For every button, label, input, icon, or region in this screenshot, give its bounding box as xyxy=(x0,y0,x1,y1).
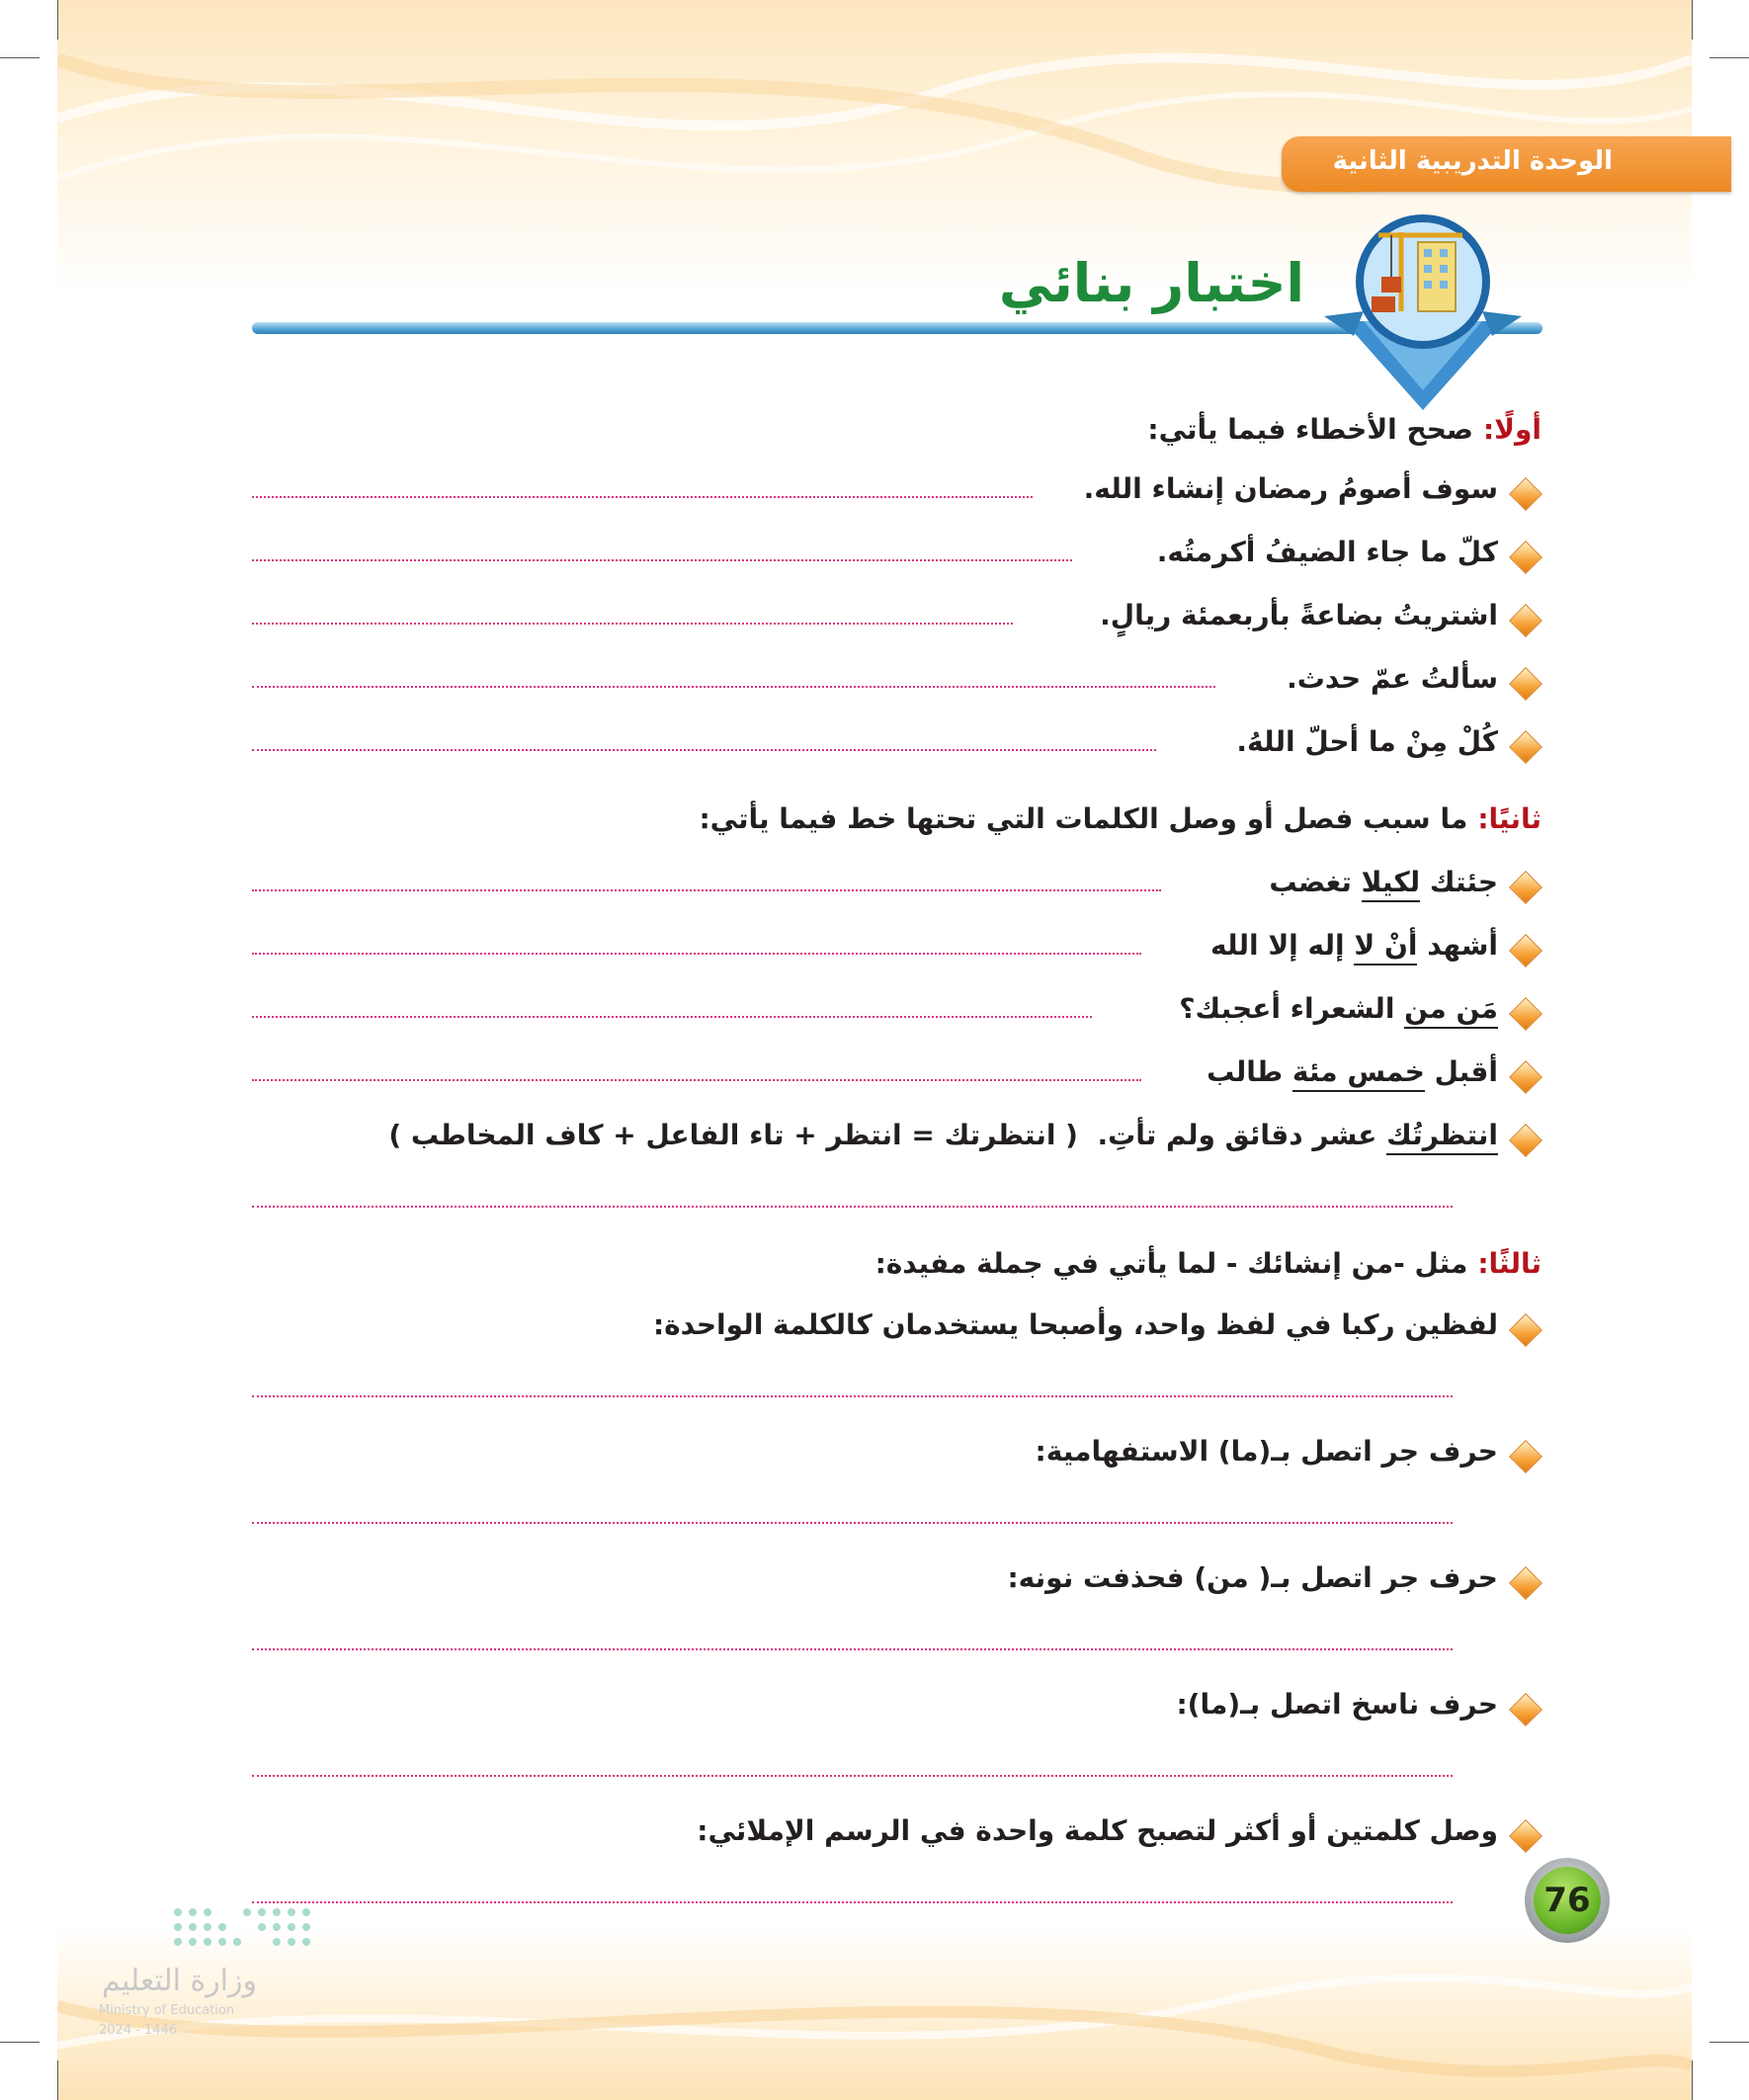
answer-line[interactable] xyxy=(252,749,1156,751)
diamond-bullet-icon xyxy=(1509,541,1542,574)
ministry-name-arabic: وزارة التعليم xyxy=(101,1964,257,1998)
section-2-label: ثانيًا: xyxy=(1477,802,1541,835)
page-number: 76 xyxy=(1534,1867,1601,1934)
item-text: مَن من الشعراء أعجبك؟ xyxy=(1179,992,1498,1025)
crop-mark xyxy=(57,2060,58,2100)
edition-year: 2024 - 1446 xyxy=(99,2023,178,2038)
item-text: اشتريتُ بضاعةً بأربعمئة ريالٍ. xyxy=(1100,599,1498,631)
page-number-badge xyxy=(1525,1858,1610,1943)
crop-mark xyxy=(0,57,40,58)
list-item xyxy=(252,725,1541,775)
crop-mark xyxy=(1692,0,1693,40)
answer-line[interactable] xyxy=(252,889,1161,891)
item-text: لفظين ركبا في لفظ واحد، وأصبحا يستخدمان كالكلمة الواحدة: xyxy=(652,1308,1498,1341)
answer-line[interactable] xyxy=(252,1016,1092,1018)
list-item xyxy=(252,866,1541,915)
diamond-bullet-icon xyxy=(1509,1819,1542,1853)
list-item xyxy=(252,1055,1541,1105)
answer-line[interactable] xyxy=(252,1522,1453,1524)
unit-tab-label: الوحدة التدريبية الثانية xyxy=(1332,146,1613,176)
answer-line[interactable] xyxy=(252,1206,1453,1208)
underlined-word: انتظرتُك xyxy=(1386,1119,1498,1155)
answer-line[interactable] xyxy=(252,559,1072,561)
diamond-bullet-icon xyxy=(1509,934,1542,967)
crop-mark xyxy=(1692,2060,1693,2100)
section-2-heading xyxy=(699,802,1541,835)
list-item xyxy=(252,1561,1541,1611)
item-text: حرف ناسخ اتصل بـ(ما): xyxy=(1176,1688,1498,1721)
answer-line[interactable] xyxy=(252,1648,1453,1650)
list-item xyxy=(252,1308,1541,1358)
explanation-note: ( انتظرتك = انتظر + تاء الفاعل + كاف المخاطب ) xyxy=(388,1119,1078,1151)
answer-line[interactable] xyxy=(252,1079,1141,1081)
underlined-word: مَن من xyxy=(1404,992,1498,1029)
section-3-heading xyxy=(875,1247,1541,1280)
diamond-bullet-icon xyxy=(1509,1060,1542,1094)
diamond-bullet-icon xyxy=(1509,1693,1542,1726)
item-text: وصل كلمتين أو أكثر لتصبح كلمة واحدة في الرسم الإملائي: xyxy=(697,1814,1498,1847)
section-1-label: أولًا: xyxy=(1482,413,1541,446)
answer-line[interactable] xyxy=(252,1775,1453,1777)
list-item xyxy=(252,536,1541,585)
list-item xyxy=(252,1435,1541,1484)
crop-mark xyxy=(57,0,58,40)
diamond-bullet-icon xyxy=(1509,997,1542,1031)
section-2-instruction: ما سبب فصل أو وصل الكلمات التي تحتها خط فيما يأتي: xyxy=(699,802,1468,835)
section-3-label: ثالثًا: xyxy=(1477,1247,1541,1280)
list-item xyxy=(252,1814,1541,1864)
diamond-bullet-icon xyxy=(1509,730,1542,764)
item-text: جئتك لكيلا تغضب xyxy=(1269,866,1498,898)
list-item xyxy=(252,472,1541,522)
item-text: أشهد أنْ لا إله إلا الله xyxy=(1210,929,1498,962)
underlined-word: لكيلا xyxy=(1362,866,1421,902)
diamond-bullet-icon xyxy=(1509,477,1542,511)
diamond-bullet-icon xyxy=(1509,1313,1542,1347)
list-item xyxy=(252,599,1541,648)
list-item xyxy=(252,992,1541,1042)
answer-line[interactable] xyxy=(252,496,1033,498)
answer-line[interactable] xyxy=(252,686,1215,688)
diamond-bullet-icon xyxy=(1509,667,1542,701)
list-item xyxy=(252,662,1541,712)
answer-line[interactable] xyxy=(252,623,1013,625)
section-1-instruction: صحح الأخطاء فيما يأتي: xyxy=(1147,413,1473,446)
dot-pattern-icon xyxy=(99,1902,326,1962)
item-text: حرف جر اتصل بـ(ما) الاستفهامية: xyxy=(1035,1435,1498,1468)
underlined-word: أنْ لا xyxy=(1354,929,1417,966)
diamond-bullet-icon xyxy=(1509,871,1542,904)
ministry-logo xyxy=(99,1902,326,2051)
diamond-bullet-icon xyxy=(1509,1566,1542,1600)
answer-line[interactable] xyxy=(252,953,1141,955)
item-text: كلّ ما جاء الضيفُ أكرمتُه. xyxy=(1156,536,1498,568)
crop-mark xyxy=(1709,2042,1749,2043)
item-text: سألتُ عمّ حدث. xyxy=(1287,662,1498,695)
diamond-bullet-icon xyxy=(1509,604,1542,637)
list-item xyxy=(252,929,1541,978)
diamond-bullet-icon xyxy=(1509,1124,1542,1157)
page-title: اختبار بنائي xyxy=(998,252,1304,314)
item-text: أقبل خمس مئة طالب xyxy=(1207,1055,1498,1088)
section-3-instruction: مثل -من إنشائك - لما يأتي في جملة مفيدة: xyxy=(874,1247,1468,1280)
ministry-name-english: Ministry of Education xyxy=(99,2003,235,2018)
item-text: انتظرتُك عشر دقائق ولم تأتِ. ( انتظرتك = انتظر + تاء الفاعل + كاف المخاطب ) xyxy=(388,1119,1498,1151)
item-text: كُلْ مِنْ ما أحلّ اللهُ. xyxy=(1236,725,1498,758)
answer-line[interactable] xyxy=(252,1395,1453,1397)
list-item xyxy=(252,1119,1541,1168)
item-text: سوف أصومُ رمضان إنشاء الله. xyxy=(1083,472,1498,505)
content-area xyxy=(252,0,1541,2100)
crop-mark xyxy=(1709,57,1749,58)
underlined-word: خمس مئة xyxy=(1292,1055,1425,1092)
item-text: حرف جر اتصل بـ( من) فحذفت نونه: xyxy=(1007,1561,1498,1594)
answer-line[interactable] xyxy=(252,1901,1453,1903)
list-item xyxy=(252,1688,1541,1737)
section-1-heading xyxy=(1147,413,1541,446)
diamond-bullet-icon xyxy=(1509,1440,1542,1473)
crop-mark xyxy=(0,2042,40,2043)
